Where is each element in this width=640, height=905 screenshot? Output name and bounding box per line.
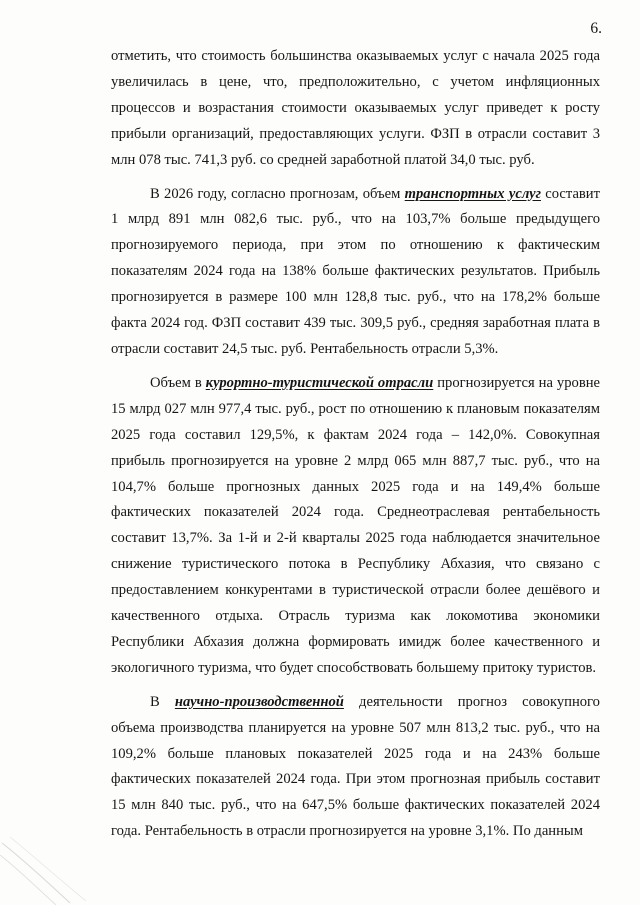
paragraph-lead: В 2026 году, согласно прогнозам, объем <box>150 185 405 202</box>
paragraph-tourism <box>111 371 600 682</box>
document-body <box>111 44 600 845</box>
page-number: 6. <box>590 20 602 37</box>
paragraph-lead: В <box>150 693 175 710</box>
paragraph-text: составит 1 млрд 891 млн 082,6 тыс. руб., что на 103,7% больше предыдущего прогнозируемого периода, при этом по отношению к фактическим показателям 2024 года на 138% больше фактических результатов. Прибыль прогнозируется в размере 100 млн 128,8 тыс. руб., что на 178,2% больше факта 2024 год. ФЗП составит 439 тыс. 309,5 руб., средняя заработная плата в отрасли составит 24,5 тыс. руб. Рентабельность отрасли 5,3%. <box>111 185 600 357</box>
paragraph-text: прогнозируется на уровне 15 млрд 027 млн 977,4 тыс. руб., рост по отношению к плановым показателям 2025 года составил 129,5%, к фактам 2024 года – 142,0%. Совокупная прибыль прогнозируется на уровне 2 млрд 065 млн 887,7 тыс. руб., что на 104,7% больше прогнозных данных 2025 года и на 149,4% больше фактических показателей 2024 года. Среднеотраслевая рентабельность составит 13,7%. За 1-й и 2-й кварталы 2025 года наблюдается значительное снижение туристического потока в Республику Абхазия, что связано с предоставлением конкурентами в туристической отрасли более дешёвого и качественного отдыха. Отрасль туризма как локомотива экономики Республики Абхазия должна формировать имидж более качественного и экологичного туризма, что будет способствовать большему притоку туристов. <box>111 374 600 676</box>
paragraph-lead: Объем в <box>150 374 206 391</box>
paragraph-continuation <box>111 44 600 174</box>
emphasis-transport-services: транспортных услуг <box>404 185 541 202</box>
paragraph-text: деятельности прогноз совокупного объема производства планируется на уровне 507 млн 813,2 тыс. руб., что на 109,2% больше плановых показателей 2025 года и на 243% больше фактических показателей 2024 года. При этом прогнозная прибыль составит 15 млн 840 тыс. руб., что на 647,5% больше фактических показателей 2024 года. Рентабельность в отрасли прогнозируется на уровне 3,1%. По данным <box>111 693 600 840</box>
scan-artifact-lines <box>0 835 90 905</box>
emphasis-research-production: научно-производственной <box>174 693 344 710</box>
paragraph-research-production <box>111 690 600 845</box>
paragraph-text: отметить, что стоимость большинства оказываемых услуг с начала 2025 года увеличилась в цене, что, предположительно, с учетом инфляционных процессов и возрастания стоимости оказываемых услуг приведет к росту прибыли организаций, предоставляющих услуги. ФЗП в отрасли составит 3 млн 078 тыс. 741,3 руб. со средней заработной платой 34,0 тыс. руб. <box>111 48 600 168</box>
emphasis-resort-tourism: курортно-туристической отрасли <box>205 374 434 391</box>
paragraph-transport <box>111 182 600 363</box>
